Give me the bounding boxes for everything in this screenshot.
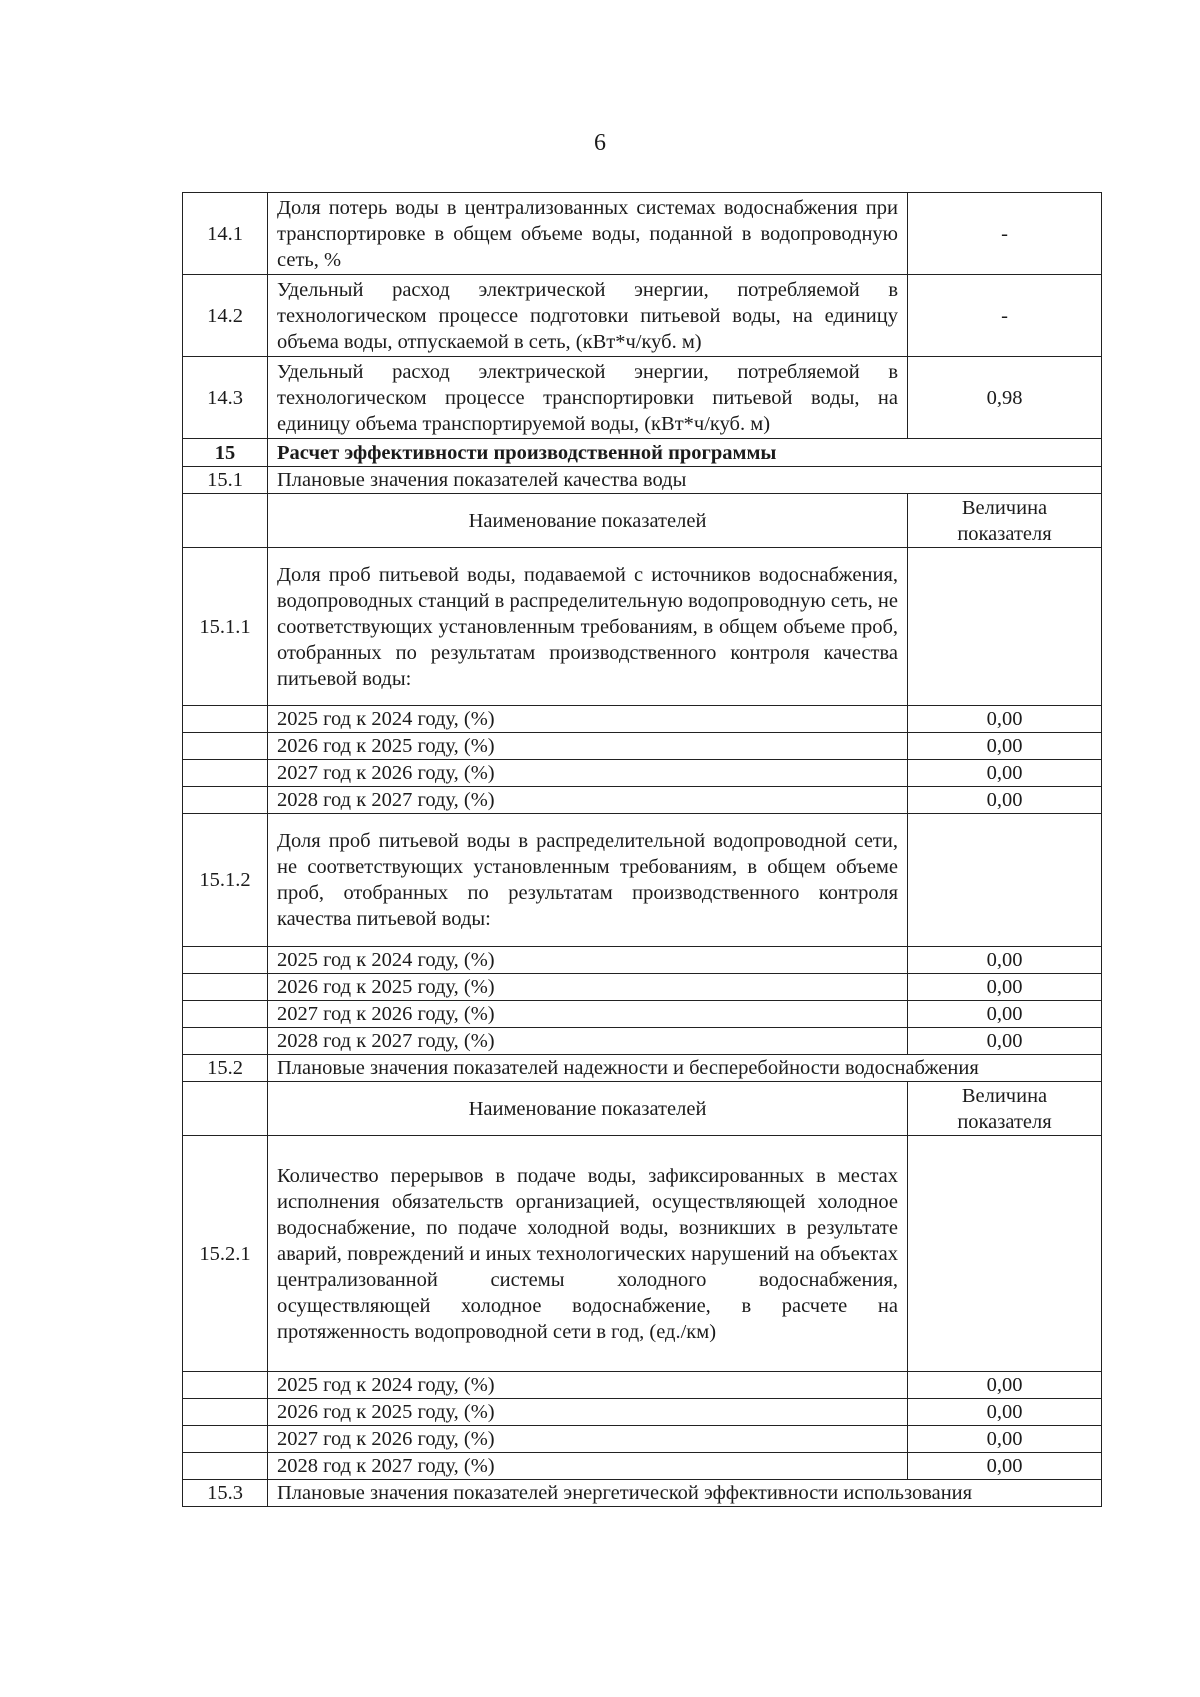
year-value: 0,00 [908,1028,1102,1055]
table-row [183,1136,1102,1372]
year-row [183,947,1102,974]
year-row [183,1453,1102,1480]
year-label: 2025 год к 2024 году, (%) [268,947,908,974]
table-header-row [183,494,1102,548]
year-value: 0,00 [908,1372,1102,1399]
row-number: 14.1 [183,193,268,275]
year-row [183,787,1102,814]
section-number: 15.2 [183,1055,268,1082]
page-number: 6 [594,130,606,156]
table-row [183,193,1102,275]
section-row [183,467,1102,494]
year-label: 2026 год к 2025 году, (%) [268,974,908,1001]
year-label: 2025 год к 2024 году, (%) [268,706,908,733]
row-number: 15.1.1 [183,548,268,706]
indicator-description: Удельный расход электрической энергии, потребляемой в технологическом процессе подготовки питьевой воды, на единицу объема воды, отпускаемой в сеть, (кВт*ч/куб. м) [268,275,908,357]
year-row [183,1426,1102,1453]
year-value: 0,00 [908,947,1102,974]
year-value: 0,00 [908,1426,1102,1453]
year-row [183,706,1102,733]
year-value: 0,00 [908,1399,1102,1426]
column-header-value: Величина показателя [908,494,1102,548]
row-number: 14.2 [183,275,268,357]
indicator-value: - [908,275,1102,357]
table-header-row [183,1082,1102,1136]
year-value: 0,00 [908,787,1102,814]
section-number: 15.1 [183,467,268,494]
section-number: 15.3 [183,1480,268,1507]
year-row [183,1372,1102,1399]
year-row [183,760,1102,787]
row-number: 15.2.1 [183,1136,268,1372]
indicator-value: 0,98 [908,357,1102,439]
indicator-description: Количество перерывов в подаче воды, зафиксированных в местах исполнения обязательств организацией, осуществляющей холодное водоснабжение, по подаче холодной воды, возникших в результате аварий, повреждений и иных технологических нарушений на объектах централизованной системы холодного водоснабжения, осуществляющей холодное водоснабжение, в расчете на протяженность водопроводной сети в год, (ед./км) [268,1136,908,1372]
indicator-value: - [908,193,1102,275]
section-title: Плановые значения показателей качества воды [268,467,1102,494]
year-value: 0,00 [908,1001,1102,1028]
year-label: 2028 год к 2027 году, (%) [268,787,908,814]
column-header-value: Величина показателя [908,1082,1102,1136]
year-label: 2027 год к 2026 году, (%) [268,760,908,787]
year-row [183,733,1102,760]
year-row [183,1399,1102,1426]
table-row [183,357,1102,439]
table-row [183,548,1102,706]
year-label: 2028 год к 2027 году, (%) [268,1028,908,1055]
year-label: 2026 год к 2025 году, (%) [268,1399,908,1426]
year-value: 0,00 [908,760,1102,787]
table-row [183,814,1102,947]
section-title: Расчет эффективности производственной программы [268,439,1102,467]
row-number: 15.1.2 [183,814,268,947]
section-row [183,439,1102,467]
indicator-description: Доля проб питьевой воды, подаваемой с источников водоснабжения, водопроводных станций в распределительную водопроводную сеть, не соответствующих установленным требованиям, в общем объеме проб, отобранных по результатам производственного контроля качества питьевой воды: [268,548,908,706]
indicators-table [182,192,1102,1507]
table-row [183,275,1102,357]
year-label: 2027 год к 2026 году, (%) [268,1426,908,1453]
section-title: Плановые значения показателей энергетической эффективности использования [268,1480,1102,1507]
year-label: 2027 год к 2026 году, (%) [268,1001,908,1028]
year-row [183,1028,1102,1055]
section-row [183,1055,1102,1082]
indicator-description: Удельный расход электрической энергии, потребляемой в технологическом процессе транспортировки питьевой воды, на единицу объема транспортируемой воды, (кВт*ч/куб. м) [268,357,908,439]
column-header-name: Наименование показателей [268,494,908,548]
year-value: 0,00 [908,733,1102,760]
indicator-description: Доля проб питьевой воды в распределительной водопроводной сети, не соответствующих установленным требованиям, в общем объеме проб, отобранных по результатам производственного контроля качества питьевой воды: [268,814,908,947]
section-number: 15 [183,439,268,467]
year-row [183,974,1102,1001]
year-label: 2026 год к 2025 году, (%) [268,733,908,760]
year-value: 0,00 [908,1453,1102,1480]
indicator-description: Доля потерь воды в централизованных системах водоснабжения при транспортировке в общем объеме воды, поданной в водопроводную сеть, % [268,193,908,275]
section-title: Плановые значения показателей надежности и бесперебойности водоснабжения [268,1055,1102,1082]
section-row [183,1480,1102,1507]
year-label: 2028 год к 2027 году, (%) [268,1453,908,1480]
year-row [183,1001,1102,1028]
row-number: 14.3 [183,357,268,439]
column-header-name: Наименование показателей [268,1082,908,1136]
year-value: 0,00 [908,706,1102,733]
year-label: 2025 год к 2024 году, (%) [268,1372,908,1399]
year-value: 0,00 [908,974,1102,1001]
